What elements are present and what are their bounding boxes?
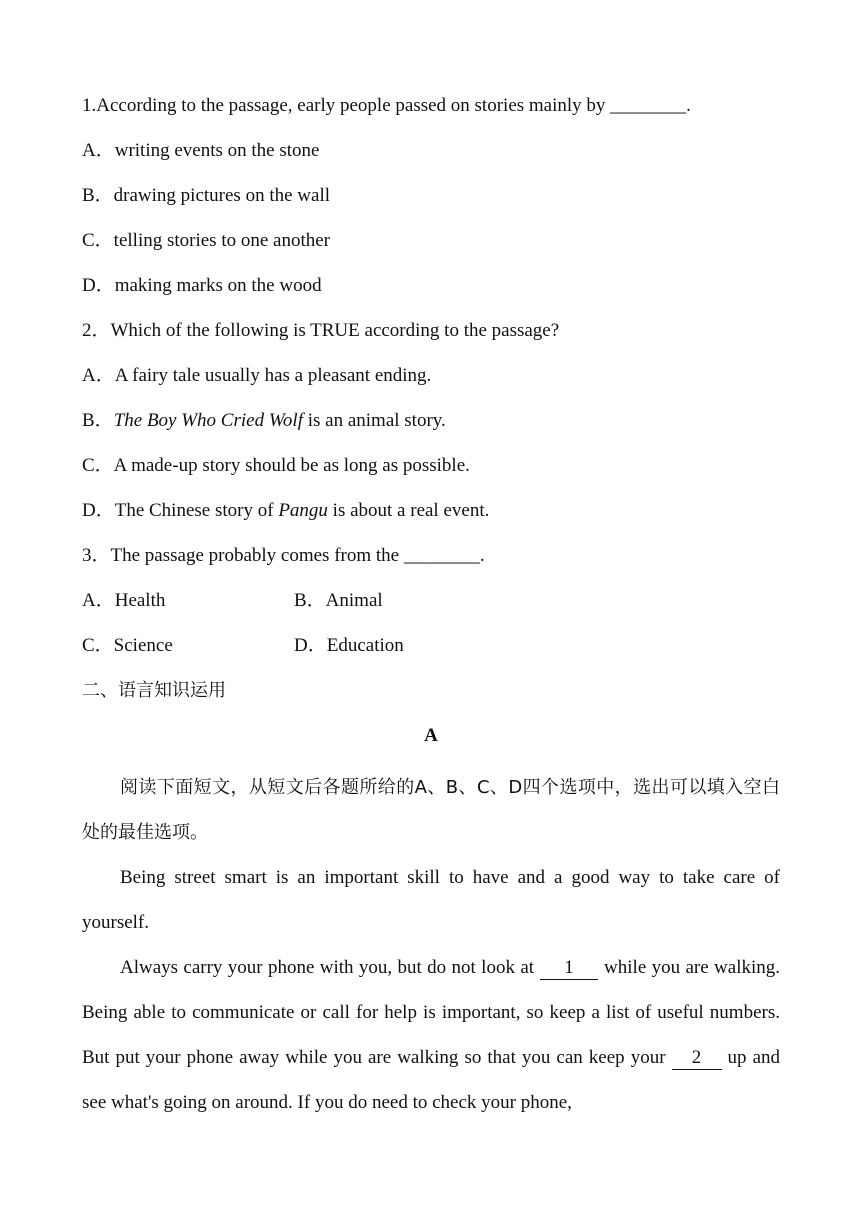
question-2-stem: 2．Which of the following is TRUE according to the passage? <box>82 320 560 341</box>
part-title: A <box>424 725 438 746</box>
question-1-option-d: D．making marks on the wood <box>82 275 322 296</box>
instruction-paragraph: 阅读下面短文，从短文后各题所给的A、B、C、D四个选项中，选出可以填入空白处的最佳选项。 <box>82 777 780 843</box>
paragraph-2-part-b: while you are walking. Being able to communicate or call for help is important, so keep a list of useful numbers. But put your phone away while you are walking so that you can keep your <box>82 957 781 1068</box>
option-b-prefix: B． <box>82 410 114 431</box>
option-d-title: Pangu <box>278 500 328 521</box>
passage-paragraph-1: Being street smart is an important skill to have and a good way to take care of yourself. <box>82 867 780 933</box>
question-1-stem: 1.According to the passage, early people passed on stories mainly by ________. <box>82 95 691 116</box>
question-3-option-a: A．Health <box>82 590 166 611</box>
paragraph-2-part-a: Always carry your phone with you, but do not look at <box>120 957 535 978</box>
question-1-option-c: C．telling stories to one another <box>82 230 331 251</box>
question-3-stem: 3．The passage probably comes from the ________. <box>82 545 485 566</box>
paragraph-2-part-c: up and see what's going on around. If you do need to check your phone, <box>82 1047 781 1113</box>
blank-2: 2 <box>672 1047 722 1070</box>
question-2-option-c: C．A made-up story should be as long as possible. <box>82 455 470 476</box>
question-3-option-b: B．Animal <box>294 590 383 611</box>
option-b-title: The Boy Who Cried Wolf <box>113 410 303 431</box>
question-3-options-row-1 <box>82 585 780 630</box>
question-2-option-b <box>82 405 780 450</box>
question-3-options-row-2 <box>82 630 780 675</box>
option-d-suffix: is about a real event. <box>327 500 490 521</box>
option-b-suffix: is an animal story. <box>302 410 446 431</box>
passage-paragraph-2 <box>82 945 780 1125</box>
question-3-option-c: C．Science <box>82 635 173 656</box>
question-2-option-a: A．A fairy tale usually has a pleasant ending. <box>82 365 432 386</box>
question-1-option-b: B．drawing pictures on the wall <box>82 185 331 206</box>
question-3-option-d: D．Education <box>294 635 404 656</box>
blank-1: 1 <box>540 957 598 980</box>
question-1-option-a: A．writing events on the stone <box>82 140 320 161</box>
document-page <box>82 90 780 1125</box>
question-2-option-d <box>82 495 780 540</box>
section-title: 二、语言知识运用 <box>82 680 226 701</box>
option-d-prefix: D．The Chinese story of <box>82 500 279 521</box>
